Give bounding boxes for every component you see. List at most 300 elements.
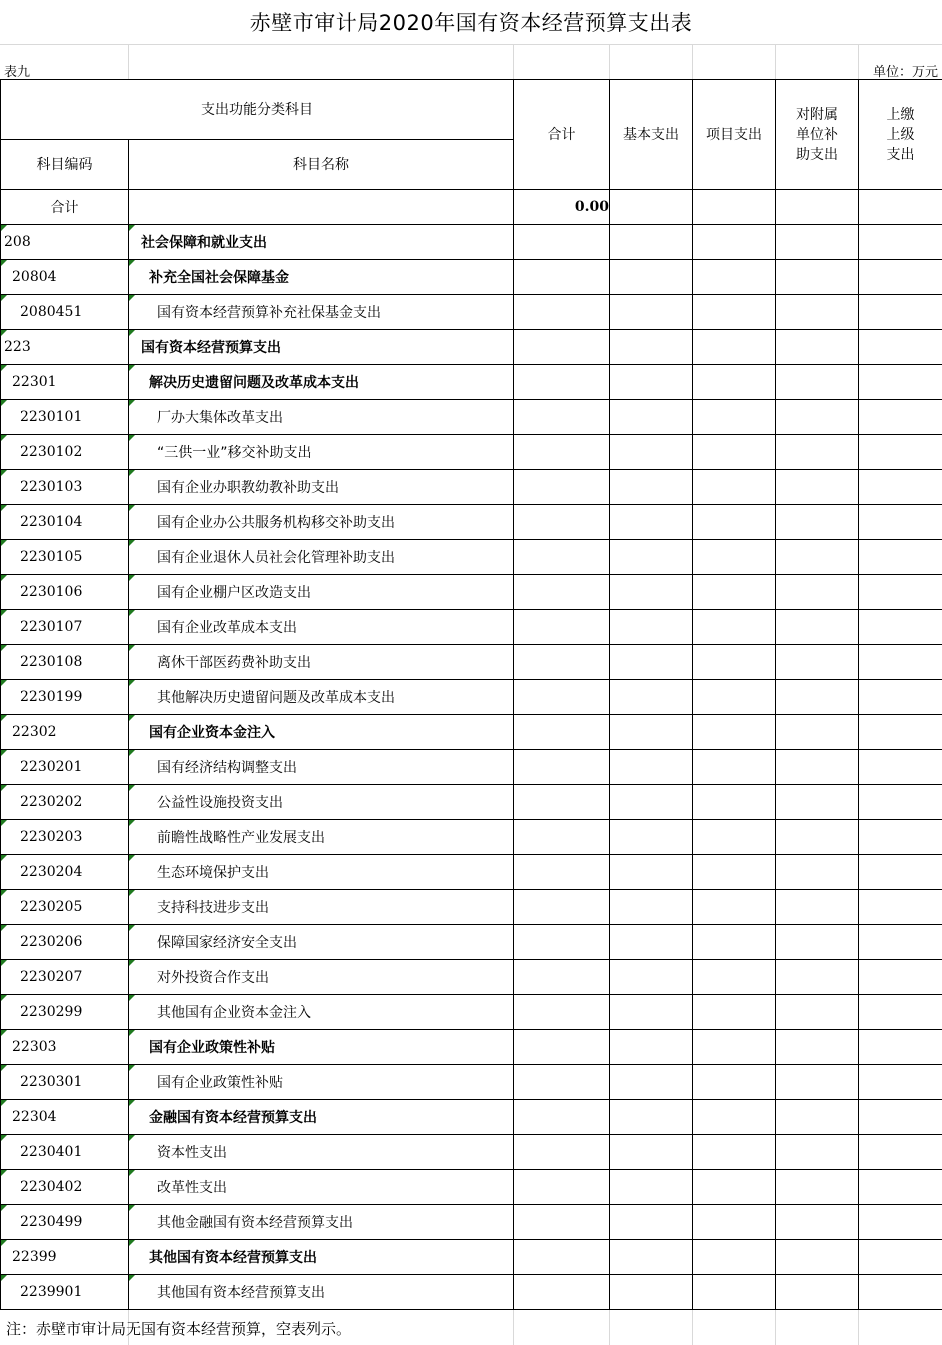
project-value-cell[interactable]	[693, 470, 776, 505]
basic-value-cell[interactable]	[610, 505, 693, 540]
subject-code-cell[interactable]	[1, 505, 129, 540]
total-value-cell[interactable]	[514, 435, 610, 470]
subject-code-cell[interactable]	[1, 960, 129, 995]
project-value-cell[interactable]	[693, 1205, 776, 1240]
remit-value-cell[interactable]	[859, 470, 942, 505]
basic-value-cell[interactable]	[610, 1135, 693, 1170]
total-label-cell[interactable]: 合计	[1, 190, 129, 225]
subsidy-value-cell[interactable]	[776, 1170, 859, 1205]
subject-code-cell[interactable]	[1, 1170, 129, 1205]
project-value-cell[interactable]	[693, 400, 776, 435]
basic-value-cell[interactable]	[610, 470, 693, 505]
subject-name: 社会保障和就业支出	[141, 235, 267, 251]
subsidy-value-cell[interactable]	[776, 925, 859, 960]
subject-name: 补充全国社会保障基金	[149, 270, 289, 286]
remit-value-cell[interactable]	[859, 505, 942, 540]
table-row	[1, 575, 942, 610]
cell-comment-marker-icon	[129, 960, 135, 966]
subsidy-value-cell[interactable]	[776, 1100, 859, 1135]
table-row	[1, 960, 942, 995]
subject-code: 22304	[12, 1109, 57, 1125]
project-value-cell[interactable]	[693, 715, 776, 750]
subsidy-value-cell[interactable]	[776, 820, 859, 855]
subject-code-cell[interactable]	[1, 820, 129, 855]
cell-comment-marker-icon	[129, 995, 135, 1001]
cell-comment-marker-icon	[129, 750, 135, 756]
subject-name-cell[interactable]	[129, 645, 514, 680]
table-row	[1, 750, 942, 785]
total-value-cell[interactable]	[514, 330, 610, 365]
subject-name-cell[interactable]	[129, 1135, 514, 1170]
subject-code-cell[interactable]	[1, 540, 129, 575]
subject-name-cell[interactable]	[129, 750, 514, 785]
remit-value-cell[interactable]	[859, 995, 942, 1030]
expenditure-table	[0, 79, 942, 1310]
total-value-cell[interactable]	[514, 750, 610, 785]
cell-comment-marker-icon	[129, 1135, 135, 1141]
subsidy-value-cell[interactable]	[776, 505, 859, 540]
subject-code: 2230499	[20, 1214, 83, 1230]
subject-name-cell[interactable]	[129, 820, 514, 855]
header-subsidy-to-affiliates[interactable]	[776, 80, 859, 190]
total-value-cell[interactable]	[514, 855, 610, 890]
subject-code-cell[interactable]	[1, 1275, 129, 1310]
total-subsidy-cell[interactable]	[776, 190, 859, 225]
header-code[interactable]: 科目编码	[1, 140, 129, 190]
total-remit-cell[interactable]	[859, 190, 942, 225]
project-value-cell[interactable]	[693, 575, 776, 610]
subject-name-cell[interactable]	[129, 505, 514, 540]
table-row	[1, 1170, 942, 1205]
subject-name-cell[interactable]	[129, 1065, 514, 1100]
unit-label: 单位：万元	[872, 65, 938, 80]
remit-value-cell[interactable]	[859, 1030, 942, 1065]
total-value-cell[interactable]	[514, 925, 610, 960]
project-value-cell[interactable]	[693, 995, 776, 1030]
project-value-cell[interactable]	[693, 1030, 776, 1065]
basic-value-cell[interactable]	[610, 1205, 693, 1240]
basic-value-cell[interactable]	[610, 1065, 693, 1100]
total-value-cell[interactable]	[514, 645, 610, 680]
cell-comment-marker-icon	[1, 575, 7, 581]
subject-name-cell[interactable]	[129, 435, 514, 470]
subject-code-cell[interactable]	[1, 225, 129, 260]
header-function-category[interactable]: 支出功能分类科目	[1, 80, 514, 140]
project-value-cell[interactable]	[693, 330, 776, 365]
project-value-cell[interactable]	[693, 435, 776, 470]
basic-value-cell[interactable]	[610, 330, 693, 365]
subject-code: 2230106	[20, 584, 83, 600]
cell-comment-marker-icon	[1, 995, 7, 1001]
remit-value-cell[interactable]	[859, 260, 942, 295]
cell-comment-marker-icon	[1, 1030, 7, 1036]
remit-value-cell[interactable]	[859, 750, 942, 785]
cell-comment-marker-icon	[1, 295, 7, 301]
subject-name-cell[interactable]	[129, 260, 514, 295]
total-value-cell[interactable]	[514, 890, 610, 925]
subject-name-cell[interactable]	[129, 890, 514, 925]
remit-value-cell[interactable]	[859, 855, 942, 890]
basic-value-cell[interactable]	[610, 1030, 693, 1065]
remit-value-cell[interactable]	[859, 1100, 942, 1135]
cell-comment-marker-icon	[129, 260, 135, 266]
subject-code-cell[interactable]	[1, 1065, 129, 1100]
cell-comment-marker-icon	[1, 715, 7, 721]
total-value-cell[interactable]	[514, 400, 610, 435]
basic-value-cell[interactable]	[610, 1275, 693, 1310]
subject-code-cell[interactable]	[1, 995, 129, 1030]
table-row	[1, 1100, 942, 1135]
subject-code: 2230108	[20, 654, 83, 670]
remit-value-cell[interactable]	[859, 1170, 942, 1205]
remit-value-cell[interactable]	[859, 540, 942, 575]
remit-value-cell[interactable]	[859, 610, 942, 645]
subject-name-cell[interactable]	[129, 575, 514, 610]
subject-name: 厂办大集体改革支出	[157, 410, 283, 426]
total-value-cell[interactable]	[514, 995, 610, 1030]
subject-name: “三供一业”移交补助支出	[157, 445, 312, 461]
basic-value-cell[interactable]	[610, 540, 693, 575]
subject-code-cell[interactable]	[1, 1240, 129, 1275]
subsidy-value-cell[interactable]	[776, 1135, 859, 1170]
cell-comment-marker-icon	[1, 540, 7, 546]
subject-name-cell[interactable]	[129, 925, 514, 960]
subsidy-value-cell[interactable]	[776, 540, 859, 575]
project-value-cell[interactable]	[693, 960, 776, 995]
subject-code-cell[interactable]	[1, 575, 129, 610]
project-value-cell[interactable]	[693, 1065, 776, 1100]
total-name-cell[interactable]	[129, 190, 514, 225]
total-value-cell[interactable]	[514, 785, 610, 820]
total-basic-cell[interactable]	[610, 190, 693, 225]
basic-value-cell[interactable]	[610, 750, 693, 785]
subject-code-cell[interactable]	[1, 1135, 129, 1170]
remit-value-cell[interactable]	[859, 225, 942, 260]
subsidy-value-cell[interactable]	[776, 785, 859, 820]
subject-code-cell[interactable]	[1, 365, 129, 400]
subsidy-value-cell[interactable]	[776, 470, 859, 505]
project-value-cell[interactable]	[693, 680, 776, 715]
subject-name-cell[interactable]	[129, 400, 514, 435]
subject-code: 2230103	[20, 479, 83, 495]
subsidy-value-cell[interactable]	[776, 890, 859, 925]
project-value-cell[interactable]	[693, 260, 776, 295]
subject-code: 2230204	[20, 864, 83, 880]
remit-value-cell[interactable]	[859, 1275, 942, 1310]
subsidy-value-cell[interactable]	[776, 750, 859, 785]
remit-value-cell[interactable]	[859, 575, 942, 610]
total-value-cell[interactable]	[514, 715, 610, 750]
remit-value-cell[interactable]	[859, 785, 942, 820]
basic-value-cell[interactable]	[610, 1240, 693, 1275]
subject-code: 22302	[12, 724, 57, 740]
remit-value-cell[interactable]	[859, 330, 942, 365]
cell-comment-marker-icon	[1, 470, 7, 476]
project-value-cell[interactable]	[693, 1135, 776, 1170]
subject-code: 2230202	[20, 794, 83, 810]
project-value-cell[interactable]	[693, 610, 776, 645]
subject-code-cell[interactable]	[1, 645, 129, 680]
total-value-cell[interactable]	[514, 1275, 610, 1310]
subject-name-cell[interactable]	[129, 680, 514, 715]
table-row	[1, 890, 942, 925]
table-row	[1, 855, 942, 890]
project-value-cell[interactable]	[693, 890, 776, 925]
remit-value-cell[interactable]	[859, 645, 942, 680]
subject-name: 对外投资合作支出	[157, 970, 269, 986]
remit-value-cell[interactable]	[859, 680, 942, 715]
project-value-cell[interactable]	[693, 1100, 776, 1135]
subject-code-cell[interactable]	[1, 610, 129, 645]
table-row	[1, 1030, 942, 1065]
subsidy-value-cell[interactable]	[776, 680, 859, 715]
table-row	[1, 365, 942, 400]
header-basic-expenditure[interactable]: 基本支出	[610, 80, 693, 190]
total-value-cell[interactable]	[514, 540, 610, 575]
cell-comment-marker-icon	[1, 1170, 7, 1176]
basic-value-cell[interactable]	[610, 960, 693, 995]
subject-name-cell[interactable]	[129, 1275, 514, 1310]
project-value-cell[interactable]	[693, 820, 776, 855]
cell-comment-marker-icon	[129, 575, 135, 581]
project-value-cell[interactable]	[693, 1170, 776, 1205]
basic-value-cell[interactable]	[610, 400, 693, 435]
subject-code-cell[interactable]	[1, 295, 129, 330]
total-value-cell[interactable]	[514, 1100, 610, 1135]
subject-code: 2230101	[20, 409, 83, 425]
project-value-cell[interactable]	[693, 1275, 776, 1310]
project-value-cell[interactable]	[693, 785, 776, 820]
basic-value-cell[interactable]	[610, 610, 693, 645]
remit-value-cell[interactable]	[859, 1240, 942, 1275]
subject-code: 22303	[12, 1039, 57, 1055]
basic-value-cell[interactable]	[610, 225, 693, 260]
subject-code: 2230401	[20, 1144, 83, 1160]
basic-value-cell[interactable]	[610, 260, 693, 295]
subsidy-value-cell[interactable]	[776, 960, 859, 995]
subsidy-value-cell[interactable]	[776, 260, 859, 295]
basic-value-cell[interactable]	[610, 435, 693, 470]
project-value-cell[interactable]	[693, 295, 776, 330]
subsidy-value-cell[interactable]	[776, 1240, 859, 1275]
total-value-cell[interactable]	[514, 610, 610, 645]
project-value-cell[interactable]	[693, 540, 776, 575]
cell-comment-marker-icon	[129, 295, 135, 301]
subject-code: 223	[4, 339, 31, 355]
total-value-cell[interactable]	[514, 1240, 610, 1275]
subject-name-cell[interactable]	[129, 1100, 514, 1135]
remit-value-cell[interactable]	[859, 715, 942, 750]
basic-value-cell[interactable]	[610, 890, 693, 925]
subject-name: 改革性支出	[157, 1180, 227, 1196]
total-value-cell[interactable]	[514, 1135, 610, 1170]
total-value-cell[interactable]	[514, 1205, 610, 1240]
cell-comment-marker-icon	[129, 330, 135, 336]
subject-name-cell[interactable]	[129, 1030, 514, 1065]
remit-value-cell[interactable]	[859, 435, 942, 470]
basic-value-cell[interactable]	[610, 680, 693, 715]
remit-value-cell[interactable]	[859, 890, 942, 925]
subject-code-cell[interactable]	[1, 855, 129, 890]
project-value-cell[interactable]	[693, 505, 776, 540]
total-value-cell[interactable]	[514, 820, 610, 855]
subsidy-value-cell[interactable]	[776, 715, 859, 750]
project-value-cell[interactable]	[693, 1240, 776, 1275]
basic-value-cell[interactable]	[610, 1170, 693, 1205]
subject-name: 解决历史遗留问题及改革成本支出	[149, 375, 359, 391]
subject-name-cell[interactable]	[129, 1240, 514, 1275]
project-value-cell[interactable]	[693, 645, 776, 680]
cell-comment-marker-icon	[129, 435, 135, 441]
remit-value-cell[interactable]	[859, 400, 942, 435]
basic-value-cell[interactable]	[610, 995, 693, 1030]
subject-name-cell[interactable]	[129, 295, 514, 330]
remit-value-cell[interactable]	[859, 365, 942, 400]
basic-value-cell[interactable]	[610, 820, 693, 855]
subject-code-cell[interactable]	[1, 1205, 129, 1240]
subject-name-cell[interactable]	[129, 540, 514, 575]
subsidy-value-cell[interactable]	[776, 575, 859, 610]
cell-comment-marker-icon	[1, 260, 7, 266]
subject-code: 2230102	[20, 444, 83, 460]
subject-name: 前瞻性战略性产业发展支出	[157, 830, 325, 846]
table-row	[1, 925, 942, 960]
subsidy-value-cell[interactable]	[776, 1275, 859, 1310]
subsidy-value-cell[interactable]	[776, 365, 859, 400]
subject-name: 离休干部医药费补助支出	[157, 655, 311, 671]
subsidy-value-cell[interactable]	[776, 1205, 859, 1240]
subject-name: 其他金融国有资本经营预算支出	[157, 1215, 353, 1231]
subsidy-value-cell[interactable]	[776, 400, 859, 435]
total-value-cell[interactable]	[514, 1030, 610, 1065]
subject-code-cell[interactable]	[1, 715, 129, 750]
subject-name-cell[interactable]	[129, 225, 514, 260]
total-value-cell[interactable]	[514, 960, 610, 995]
subsidy-value-cell[interactable]	[776, 1030, 859, 1065]
subject-name-cell[interactable]	[129, 365, 514, 400]
subject-code-cell[interactable]	[1, 1030, 129, 1065]
remit-value-cell[interactable]	[859, 295, 942, 330]
subject-code: 2230301	[20, 1074, 83, 1090]
table-row	[1, 435, 942, 470]
header-project-expenditure[interactable]: 项目支出	[693, 80, 776, 190]
project-value-cell[interactable]	[693, 225, 776, 260]
subsidy-value-cell[interactable]	[776, 855, 859, 890]
subject-name: 国有企业退休人员社会化管理补助支出	[157, 550, 395, 566]
page-title: 赤壁市审计局2020年国有资本经营预算支出表	[249, 11, 693, 35]
total-value-cell[interactable]: 0.00	[514, 190, 610, 225]
subsidy-value-cell[interactable]	[776, 610, 859, 645]
cell-comment-marker-icon	[129, 855, 135, 861]
total-value-cell[interactable]	[514, 470, 610, 505]
subject-code-cell[interactable]	[1, 435, 129, 470]
table-row	[1, 1205, 942, 1240]
subject-name-cell[interactable]	[129, 1170, 514, 1205]
subsidy-value-cell[interactable]	[776, 1065, 859, 1100]
subject-name-cell[interactable]	[129, 785, 514, 820]
remit-value-cell[interactable]	[859, 820, 942, 855]
basic-value-cell[interactable]	[610, 575, 693, 610]
remit-value-cell[interactable]	[859, 960, 942, 995]
table-row	[1, 470, 942, 505]
subsidy-value-cell[interactable]	[776, 995, 859, 1030]
subject-code-cell[interactable]	[1, 1100, 129, 1135]
subject-name-cell[interactable]	[129, 855, 514, 890]
subject-code-cell[interactable]	[1, 785, 129, 820]
subject-name-cell[interactable]	[129, 960, 514, 995]
subject-code-cell[interactable]	[1, 890, 129, 925]
project-value-cell[interactable]	[693, 925, 776, 960]
subject-name-cell[interactable]	[129, 995, 514, 1030]
subject-name-cell[interactable]	[129, 610, 514, 645]
basic-value-cell[interactable]	[610, 715, 693, 750]
basic-value-cell[interactable]	[610, 295, 693, 330]
subject-code-cell[interactable]	[1, 260, 129, 295]
subject-code: 2230207	[20, 969, 83, 985]
remit-value-cell[interactable]	[859, 925, 942, 960]
table-row	[1, 785, 942, 820]
total-project-cell[interactable]	[693, 190, 776, 225]
basic-value-cell[interactable]	[610, 645, 693, 680]
cell-comment-marker-icon	[129, 1170, 135, 1176]
basic-value-cell[interactable]	[610, 365, 693, 400]
total-value-cell[interactable]	[514, 575, 610, 610]
header-total[interactable]: 合计	[514, 80, 610, 190]
header-name[interactable]: 科目名称	[129, 140, 514, 190]
subject-code-cell[interactable]	[1, 750, 129, 785]
total-value-cell[interactable]	[514, 365, 610, 400]
subsidy-value-cell[interactable]	[776, 645, 859, 680]
subject-code-cell[interactable]	[1, 400, 129, 435]
subject-code-cell[interactable]	[1, 925, 129, 960]
total-value-cell[interactable]	[514, 1065, 610, 1100]
total-value-cell[interactable]	[514, 260, 610, 295]
subject-code-cell[interactable]	[1, 330, 129, 365]
total-value-cell[interactable]	[514, 295, 610, 330]
project-value-cell[interactable]	[693, 750, 776, 785]
subsidy-value-cell[interactable]	[776, 225, 859, 260]
subsidy-value-cell[interactable]	[776, 295, 859, 330]
remit-value-cell[interactable]	[859, 1205, 942, 1240]
cell-comment-marker-icon	[1, 505, 7, 511]
project-value-cell[interactable]	[693, 365, 776, 400]
total-value-cell[interactable]	[514, 680, 610, 715]
total-value-cell[interactable]	[514, 505, 610, 540]
remit-value-cell[interactable]	[859, 1135, 942, 1170]
table-row	[1, 260, 942, 295]
subsidy-value-cell[interactable]	[776, 435, 859, 470]
basic-value-cell[interactable]	[610, 925, 693, 960]
subject-name-cell[interactable]	[129, 1205, 514, 1240]
subject-code: 2230104	[20, 514, 83, 530]
total-value-cell[interactable]	[514, 225, 610, 260]
basic-value-cell[interactable]	[610, 785, 693, 820]
header-remit-to-superior[interactable]	[859, 80, 942, 190]
subject-name-cell[interactable]	[129, 470, 514, 505]
basic-value-cell[interactable]	[610, 1100, 693, 1135]
cell-comment-marker-icon	[1, 785, 7, 791]
remit-value-cell[interactable]	[859, 1065, 942, 1100]
subject-name-cell[interactable]	[129, 330, 514, 365]
subsidy-value-cell[interactable]	[776, 330, 859, 365]
subject-code-cell[interactable]	[1, 680, 129, 715]
basic-value-cell[interactable]	[610, 855, 693, 890]
subject-name-cell[interactable]	[129, 715, 514, 750]
total-value-cell[interactable]	[514, 1170, 610, 1205]
subject-code-cell[interactable]	[1, 470, 129, 505]
project-value-cell[interactable]	[693, 855, 776, 890]
subject-code: 2230402	[20, 1179, 83, 1195]
